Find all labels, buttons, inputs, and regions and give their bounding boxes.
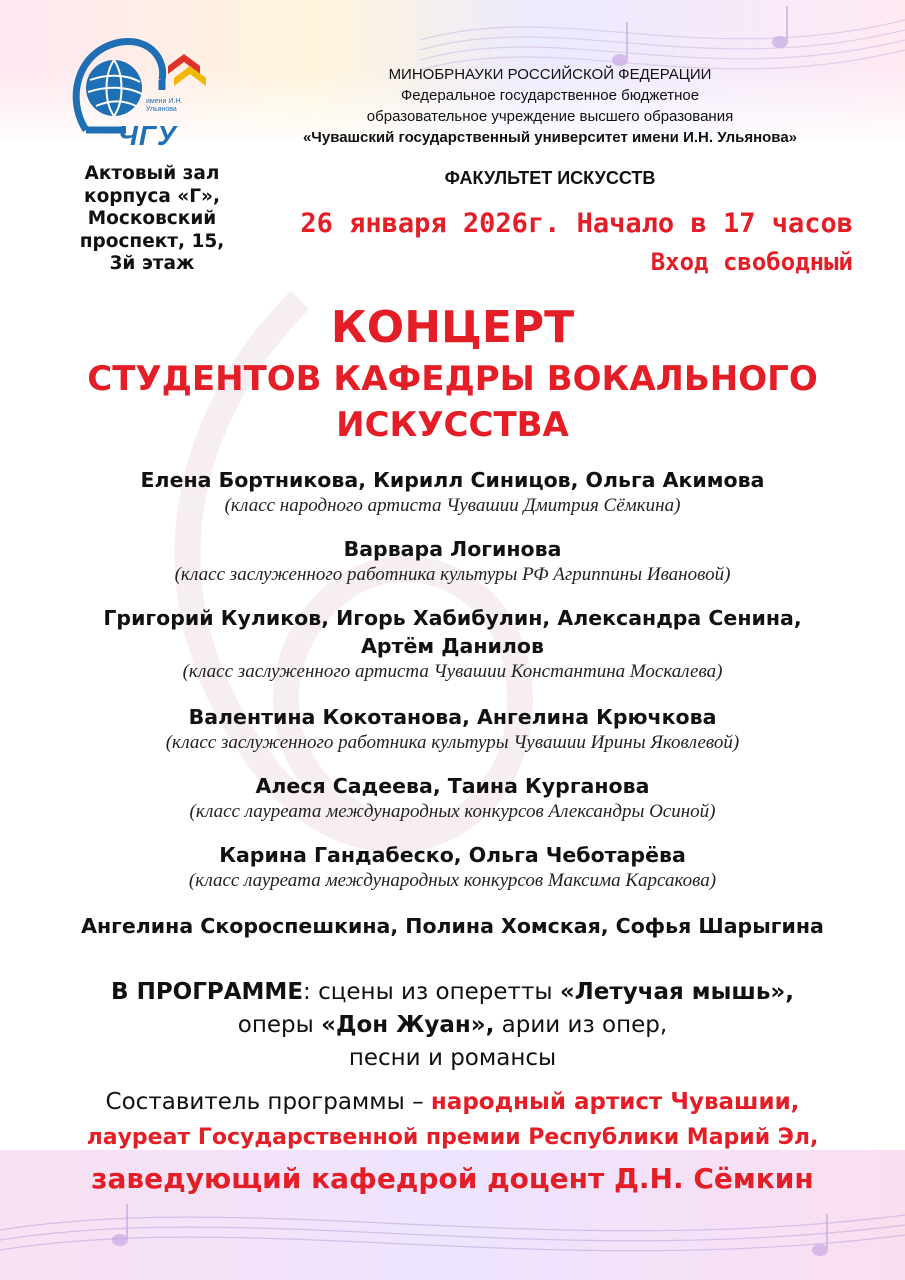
logo-subtitle: имени И.Н. Ульянова (146, 98, 183, 113)
faculty-name: ФАКУЛЬТЕТ ИСКУССТВ (444, 168, 656, 188)
venue-line: проспект, 15, (79, 230, 225, 252)
program-label: В ПРОГРАММЕ (111, 979, 304, 1005)
performer-names (20, 703, 885, 731)
performer-names-line: Елена Бортникова, Кирилл Синицов, Ольга Акимова (140, 468, 765, 492)
performer-names-line: Варвара Логинова (343, 537, 562, 561)
composer-title: народный артист Чувашии, (430, 1089, 800, 1115)
performer-class: (класс лауреата международных конкурсов Максима Карсакова) (188, 870, 717, 891)
program-line: песни и романсы (348, 1045, 557, 1071)
performer-names (20, 772, 885, 800)
concert-title: КОНЦЕРТ (330, 302, 575, 353)
program-line (20, 976, 885, 1009)
subtitle-line: СТУДЕНТОВ КАФЕДРЫ ВОКАЛЬНОГО (87, 359, 818, 399)
composer-prefix: Составитель программы – (105, 1089, 431, 1115)
program-text: арии из опер, (494, 1012, 668, 1038)
event-entry: Вход свободный (650, 248, 853, 276)
performer-class: (класс заслуженного работника культуры РФ Агриппины Ивановой) (174, 564, 731, 585)
venue-line: корпуса «Г», (84, 185, 220, 207)
performer-class: (класс заслуженного работника культуры Чувашии Ирины Яковлевой) (165, 732, 740, 753)
performer-class: (класс народного артиста Чувашии Дмитрия Сёмкина) (224, 495, 681, 516)
performer-names (20, 604, 885, 660)
performer-class: (класс лауреата международных конкурсов Александры Осиной) (189, 801, 716, 822)
event-date-time: 26 января 2026г. Начало в 17 часов (300, 208, 853, 239)
composer-line: лауреат Государственной премии Республики Марий Эл, (86, 1125, 819, 1150)
performer-names-line: Карина Гандабеско, Ольга Чеботарёва (219, 843, 686, 867)
performer-group (20, 772, 885, 824)
performer-names-line: Ангелина Скороспешкина, Полина Хомская, Софья Шарыгина (81, 914, 824, 938)
composer-line (20, 1084, 885, 1120)
header-line: МИНОБРНАУКИ РОССИЙСКОЙ ФЕДЕРАЦИИ (388, 66, 712, 83)
institution-header (250, 64, 850, 148)
performer-names-line: Григорий Куликов, Игорь Хабибулин, Александра Сенина, (103, 606, 802, 630)
performer-names (20, 841, 885, 869)
program-text: оперы (237, 1012, 322, 1038)
composer-name: заведующий кафедрой доцент Д.Н. Сёмкин (91, 1162, 814, 1195)
performer-names (20, 466, 885, 494)
performer-names (20, 912, 885, 940)
performer-group (20, 703, 885, 755)
performer-group (20, 841, 885, 893)
program-highlight: «Дон Жуан», (321, 1012, 495, 1038)
program-text: : сцены из оперетты (303, 979, 560, 1005)
performer-names (20, 535, 885, 563)
program-description (20, 976, 885, 1075)
program-line (20, 1009, 885, 1042)
program-composer (20, 1084, 885, 1202)
program-highlight: «Летучая мышь», (559, 979, 794, 1005)
performer-names-line: Алеся Садеева, Таина Курганова (255, 774, 650, 798)
performer-group (20, 912, 885, 940)
header-line: образовательное учреждение высшего образования (366, 108, 734, 125)
performer-names-line: Артём Данилов (361, 634, 544, 658)
subtitle-line: ИСКУССТВА (336, 405, 569, 445)
performer-group (20, 604, 885, 684)
performer-names-line: Валентина Кокотанова, Ангелина Крючкова (188, 705, 717, 729)
performer-group (20, 466, 885, 518)
performer-class: (класс заслуженного артиста Чувашии Константина Москалева) (182, 661, 723, 682)
header-line: «Чувашский государственный университет имени И.Н. Ульянова» (302, 129, 798, 146)
venue-line: 3й этаж (109, 253, 195, 274)
venue-line: Московский (87, 208, 217, 229)
performer-group (20, 535, 885, 587)
logo-name: ЧГУ (118, 120, 177, 151)
concert-subtitle (0, 356, 905, 448)
venue-address (42, 163, 262, 276)
header-line: Федеральное государственное бюджетное (400, 87, 700, 104)
venue-line: Актовый зал (84, 163, 220, 184)
